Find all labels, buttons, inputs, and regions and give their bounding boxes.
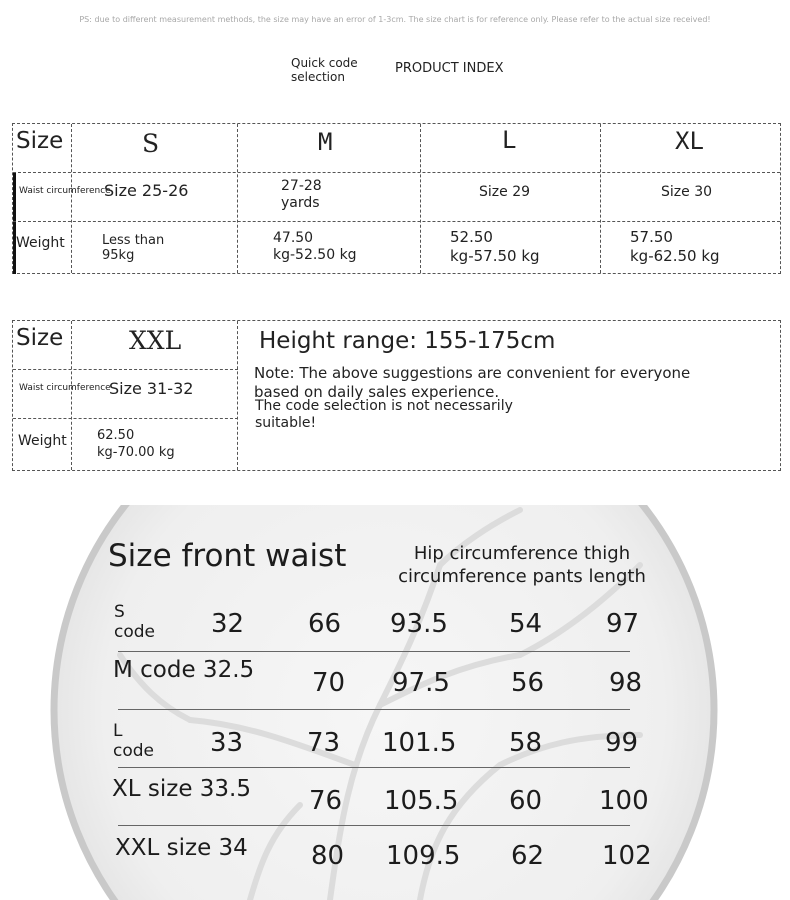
size-xxl-header: XXL xyxy=(129,326,182,355)
row-xl-label: XL size 33.5 xyxy=(112,776,251,802)
row-m-front: 70 xyxy=(312,668,346,698)
row-s-front: 66 xyxy=(308,609,342,639)
row-s-waist: 32 xyxy=(211,609,245,639)
weight-m-line1: 47.50 xyxy=(273,230,314,246)
header-right-line2: circumference pants length xyxy=(398,566,646,587)
weight-xxl xyxy=(97,427,175,461)
note-line4: suitable! xyxy=(255,415,317,431)
weight-xl-line2: kg-62.50 kg xyxy=(630,247,720,265)
weight-l-line1: 52.50 xyxy=(450,228,493,246)
row-l-hip: 101.5 xyxy=(382,728,457,758)
size-label-2: Size xyxy=(16,325,64,351)
row-l-thigh: 58 xyxy=(509,728,543,758)
chart-header-right xyxy=(386,542,658,588)
weight-l xyxy=(450,228,540,266)
row-s-thigh: 54 xyxy=(509,609,543,639)
row-xl-thigh: 60 xyxy=(509,786,543,816)
weight-xl-line1: 57.50 xyxy=(630,228,673,246)
waist-xl: Size 30 xyxy=(661,184,713,200)
weight-xxl-line2: kg-70.00 kg xyxy=(97,445,175,460)
row-xl-hip: 105.5 xyxy=(384,786,459,816)
row-m-label: M code 32.5 xyxy=(113,657,255,683)
size-s-header: S xyxy=(142,129,160,158)
row-xl-length: 100 xyxy=(599,786,649,816)
row-divider xyxy=(118,825,630,826)
waist-m-line1: 27-28 xyxy=(281,178,322,194)
row-divider xyxy=(118,709,630,710)
waist-label-2: Waist circumference xyxy=(19,383,111,393)
waist-label: Waist circumference xyxy=(19,186,111,196)
size-xl-header: XL xyxy=(675,127,704,155)
weight-s-line2: 95kg xyxy=(102,248,135,263)
row-l-label-line2: code xyxy=(113,741,154,761)
row-xxl-front: 80 xyxy=(311,841,345,871)
size-l-header: L xyxy=(502,126,517,154)
size-table-1 xyxy=(12,123,781,274)
row-s-label xyxy=(114,602,155,642)
row-xxl-thigh: 62 xyxy=(511,841,545,871)
row-xxl-hip: 109.5 xyxy=(386,841,461,871)
weight-s-line1: Less than xyxy=(102,233,165,248)
chart-title: Size front waist xyxy=(108,538,347,574)
row-m-hip: 97.5 xyxy=(392,668,450,698)
left-border-bar xyxy=(13,172,16,274)
product-index: PRODUCT INDEX xyxy=(395,61,504,76)
row-l-waist: 33 xyxy=(210,728,244,758)
waist-s: Size 25-26 xyxy=(104,181,189,200)
quick-code-line1: Quick code xyxy=(291,56,358,70)
note-line2: based on daily sales experience. xyxy=(254,383,500,401)
size-label: Size xyxy=(16,128,64,154)
row-m-thigh: 56 xyxy=(511,668,545,698)
row-l-length: 99 xyxy=(605,728,639,758)
weight-xxl-line1: 62.50 xyxy=(97,428,135,443)
weight-s xyxy=(102,233,164,263)
size-note-2 xyxy=(255,398,513,432)
size-table-2 xyxy=(12,320,781,471)
weight-xl xyxy=(630,228,720,266)
height-range: Height range: 155-175cm xyxy=(259,328,556,354)
header-right-line1: Hip circumference thigh xyxy=(413,543,631,564)
row-s-label-line1: S xyxy=(114,602,125,622)
row-l-label-line1: L xyxy=(113,721,123,741)
waist-l: Size 29 xyxy=(479,184,531,200)
row-l-label xyxy=(113,721,154,761)
row-s-hip: 93.5 xyxy=(390,609,448,639)
row-xxl-length: 102 xyxy=(602,841,652,871)
weight-l-line2: kg-57.50 kg xyxy=(450,247,540,265)
row-s-length: 97 xyxy=(606,609,640,639)
row-xxl-label: XXL size 34 xyxy=(115,835,248,861)
quick-code-selection xyxy=(291,56,358,84)
row-divider xyxy=(118,767,630,768)
quick-code-line2: selection xyxy=(291,70,345,84)
weight-m-line2: kg-52.50 kg xyxy=(273,247,357,263)
size-measurement-chart xyxy=(0,505,790,900)
row-divider xyxy=(118,651,630,652)
measurement-note: PS: due to different measurement methods, the size may have an error of 1-3cm. The size chart is for reference only. Please refer to the actual size received! xyxy=(79,15,711,24)
row-xl-front: 76 xyxy=(309,786,343,816)
note-line1: Note: The above suggestions are convenient for everyone xyxy=(254,364,691,382)
weight-m xyxy=(273,230,357,264)
row-s-label-line2: code xyxy=(114,622,155,642)
waist-m xyxy=(281,178,322,212)
waist-xxl: Size 31-32 xyxy=(109,379,194,398)
note-line3: The code selection is not necessarily xyxy=(255,398,513,414)
row-m-length: 98 xyxy=(609,668,643,698)
row-l-front: 73 xyxy=(307,728,341,758)
size-m-header: M xyxy=(318,128,333,156)
waist-m-line2: yards xyxy=(281,195,320,211)
weight-label: Weight xyxy=(16,235,65,251)
size-note xyxy=(254,364,690,402)
weight-label-2: Weight xyxy=(18,433,67,449)
